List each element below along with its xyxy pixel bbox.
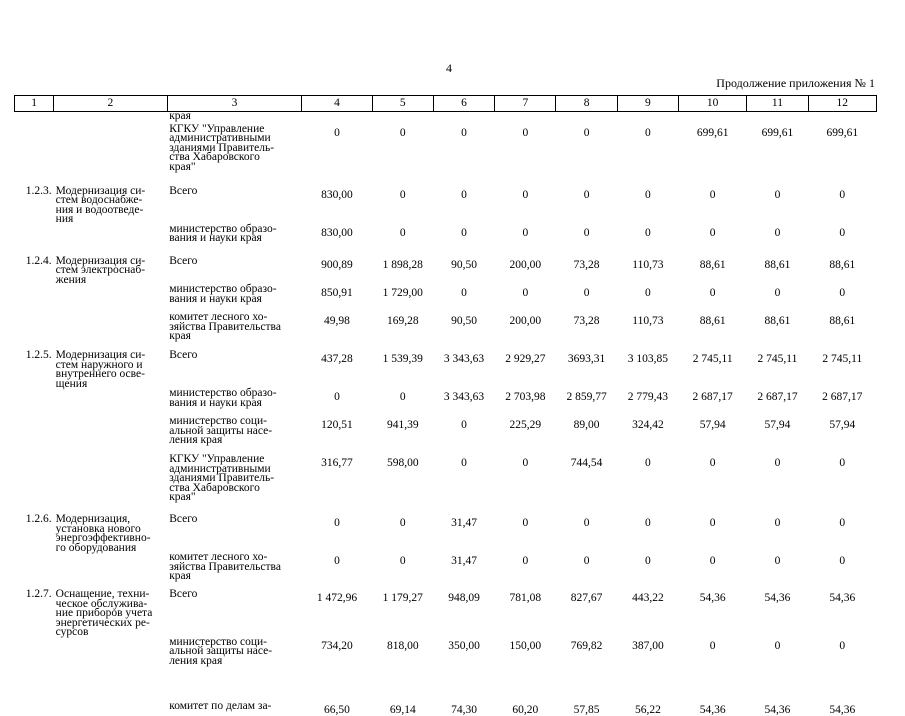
executor-name-line: комитет по делам за- — [169, 699, 272, 712]
value-cell: 827,67 — [570, 592, 603, 604]
value-cell: 31,47 — [451, 517, 477, 529]
measure-name — [54, 694, 168, 716]
value-cell — [495, 112, 556, 125]
table-row — [15, 455, 877, 515]
value-cell: 0 — [839, 188, 846, 201]
continuation-note: Продолжение приложения № 1 — [716, 76, 875, 90]
row-code: 1.2.3. — [25, 184, 52, 197]
executor-name-line: министерство соци- — [169, 415, 268, 427]
value-cell: 0 — [461, 188, 467, 201]
executor-name — [167, 417, 302, 455]
value-cell: 88,61 — [764, 258, 791, 271]
table-row — [15, 125, 877, 187]
executor-name-line: министерство образо- — [169, 222, 277, 235]
value-cell: 0 — [774, 517, 781, 529]
value-cell: 0 — [839, 555, 846, 567]
measure-name-line: стем наружного и — [55, 358, 143, 371]
executor-name-line: ления края — [169, 654, 223, 667]
value-cell: 2 745,11 — [757, 353, 798, 365]
value-cell: 941,39 — [386, 419, 419, 431]
value-cell: 0 — [399, 555, 406, 567]
value-cell: 89,00 — [573, 419, 600, 431]
measure-name — [54, 553, 168, 590]
measure-name-line: Модернизация, — [55, 513, 131, 525]
table-row — [15, 417, 877, 455]
value-cell: 699,61 — [826, 126, 859, 139]
value-cell: 0 — [645, 517, 651, 529]
value-cell: 54,36 — [764, 592, 791, 604]
value-cell: 324,42 — [632, 419, 664, 431]
executor-name-line: ства Хабаровского — [169, 151, 260, 163]
value-cell: 0 — [399, 188, 406, 201]
value-cell: 110,73 — [632, 315, 664, 327]
value-cell: 1 179,27 — [382, 592, 423, 604]
executor-name-line: вания и науки края — [169, 396, 262, 409]
executor-name-line: зданиями Правитель- — [169, 472, 275, 484]
row-code — [15, 285, 54, 313]
value-cell: 2 779,43 — [627, 391, 668, 403]
table-row — [15, 590, 877, 638]
value-cell: 88,61 — [829, 315, 856, 327]
value-cell: 0 — [839, 517, 846, 529]
executor-name-line: министерство образо- — [169, 283, 277, 295]
executor-name-line: министерство соци- — [169, 635, 268, 648]
value-cell: 2 687,17 — [757, 391, 798, 403]
row-code — [15, 553, 54, 590]
column-header: 6 — [433, 96, 494, 112]
value-cell: 0 — [461, 457, 467, 469]
value-cell: 830,00 — [321, 226, 353, 239]
value-cell: 2 859,77 — [566, 391, 607, 403]
value-cell: 3 343,63 — [443, 353, 485, 365]
value-cell: 49,98 — [324, 315, 350, 327]
value-cell: 0 — [839, 457, 846, 469]
value-cell: 0 — [399, 391, 406, 403]
value-cell: 150,00 — [509, 639, 542, 652]
value-cell: 0 — [645, 126, 651, 139]
value-cell: 200,00 — [509, 315, 542, 327]
value-cell: 0 — [522, 226, 529, 239]
value-cell — [556, 112, 617, 125]
value-cell: 225,29 — [509, 419, 542, 431]
column-header: 8 — [556, 96, 617, 112]
value-cell: 3 103,85 — [627, 353, 668, 365]
measure-name — [54, 313, 168, 351]
value-cell: 169,28 — [386, 315, 419, 327]
executor-name-line: вания и науки края — [169, 292, 262, 305]
value-cell: 699,61 — [696, 126, 729, 139]
executor-name-line: Всего — [169, 254, 198, 267]
value-cell: 2 703,98 — [505, 391, 546, 403]
value-cell: 0 — [522, 555, 529, 567]
table-row — [15, 225, 877, 257]
executor-name-line: края — [169, 570, 191, 582]
executor-name-line: зяйства Правительства — [169, 560, 281, 573]
value-cell: 200,00 — [509, 258, 542, 271]
row-code — [15, 125, 54, 187]
value-cell: 120,51 — [321, 419, 353, 431]
table-row — [15, 553, 877, 590]
value-cell: 699,61 — [761, 126, 794, 139]
executor-name — [167, 254, 302, 286]
value-cell: 0 — [645, 188, 651, 201]
value-cell: 110,73 — [632, 258, 664, 271]
executor-name — [167, 455, 302, 515]
appendix-table — [14, 95, 877, 716]
value-cell: 818,00 — [386, 639, 419, 652]
value-cell: 56,22 — [634, 703, 661, 716]
measure-name-line: го оборудования — [55, 541, 137, 554]
value-cell: 88,61 — [699, 315, 726, 327]
row-code — [15, 455, 54, 515]
value-cell: 0 — [583, 226, 590, 239]
executor-name — [167, 694, 302, 716]
value-cell: 2 929,27 — [505, 353, 546, 365]
measure-name-line: Модернизация си- — [55, 254, 146, 267]
value-cell: 0 — [583, 126, 590, 139]
value-cell: 850,91 — [321, 287, 353, 299]
measure-name-line: ние приборов учета — [55, 607, 153, 619]
value-cell: 0 — [399, 226, 406, 239]
table-row — [15, 515, 877, 553]
table-row — [15, 694, 877, 716]
value-cell: 0 — [461, 419, 467, 431]
value-cell: 0 — [334, 126, 340, 139]
executor-name — [167, 351, 302, 389]
measure-name-line: стем электроснаб- — [55, 264, 146, 276]
value-cell: 57,94 — [829, 419, 856, 431]
value-cell: 0 — [522, 188, 529, 201]
column-header: 4 — [302, 96, 372, 112]
executor-name — [167, 590, 302, 638]
row-code — [15, 112, 54, 125]
value-cell: 0 — [774, 188, 781, 201]
column-header: 7 — [495, 96, 556, 112]
row-code — [15, 694, 54, 716]
header-row — [15, 96, 877, 112]
value-cell: 0 — [709, 517, 716, 529]
value-cell: 90,50 — [451, 315, 477, 327]
executor-name-line: Всего — [169, 588, 198, 600]
table-row — [15, 112, 877, 125]
value-cell: 0 — [583, 517, 590, 529]
value-cell: 734,20 — [321, 639, 353, 652]
value-cell: 0 — [839, 639, 846, 652]
measure-name — [54, 590, 168, 638]
value-cell: 57,94 — [764, 419, 791, 431]
measure-name — [54, 515, 168, 553]
measure-name-line: ния — [55, 213, 74, 225]
value-cell: 0 — [709, 287, 716, 299]
table-row — [15, 389, 877, 417]
value-cell: 0 — [461, 226, 467, 239]
executor-name-line: комитет лесного хо- — [169, 311, 268, 323]
value-cell: 0 — [399, 126, 406, 139]
value-cell: 3 343,63 — [443, 391, 485, 403]
value-cell: 54,36 — [764, 703, 791, 716]
executor-name-line: зданиями Правитель- — [169, 141, 275, 154]
measure-name-line: щения — [55, 377, 88, 390]
column-header: 10 — [679, 96, 747, 112]
measure-name — [54, 417, 168, 455]
value-cell: 54,36 — [829, 703, 856, 716]
value-cell: 88,61 — [699, 258, 726, 271]
page-number: 4 — [446, 61, 452, 75]
executor-name-line: Всего — [169, 513, 198, 525]
value-cell: 2 687,17 — [822, 391, 863, 403]
value-cell: 0 — [709, 555, 716, 567]
value-cell: 0 — [709, 457, 716, 469]
executor-name — [167, 553, 302, 590]
measure-name — [54, 225, 168, 257]
value-cell: 60,20 — [512, 703, 539, 716]
value-cell: 0 — [522, 287, 529, 299]
value-cell — [747, 112, 808, 125]
value-cell: 1 898,28 — [382, 258, 423, 271]
value-cell: 387,00 — [632, 639, 664, 652]
value-cell: 90,50 — [451, 258, 477, 271]
value-cell: 0 — [774, 639, 781, 652]
executor-name-line: ства Хабаровского — [169, 481, 260, 494]
executor-name-line: министерство образо- — [169, 387, 277, 399]
column-header: 11 — [747, 96, 808, 112]
executor-name-line: ления края — [169, 434, 223, 446]
value-cell: 2 745,11 — [692, 353, 733, 365]
value-cell — [617, 112, 678, 125]
value-cell — [372, 112, 433, 125]
executor-name — [167, 122, 302, 187]
value-cell: 0 — [774, 226, 781, 239]
value-cell: 900,89 — [321, 258, 353, 271]
value-cell: 69,14 — [389, 703, 416, 716]
measure-name-line: установка нового — [55, 522, 141, 535]
value-cell: 0 — [839, 226, 846, 239]
executor-name — [167, 222, 302, 257]
value-cell: 31,47 — [451, 555, 477, 567]
column-header: 5 — [372, 96, 433, 112]
value-cell: 1 729,00 — [382, 287, 423, 299]
measure-name-line: ческое обслужива- — [55, 597, 148, 610]
value-cell: 54,36 — [829, 592, 856, 604]
value-cell: 0 — [583, 555, 590, 567]
table-row — [15, 257, 877, 286]
value-cell: 350,00 — [448, 639, 480, 652]
value-cell: 73,28 — [573, 315, 600, 327]
value-cell: 3693,31 — [567, 353, 606, 365]
row-code — [15, 638, 54, 694]
row-code: 1.2.5. — [25, 349, 52, 361]
column-header: 9 — [617, 96, 678, 112]
executor-name-line: административными — [169, 132, 271, 144]
value-cell: 54,36 — [699, 592, 726, 604]
executor-name — [167, 184, 302, 225]
value-cell — [679, 112, 747, 125]
measure-name-line: Модернизация си- — [55, 184, 146, 197]
executor-name-line: края" — [169, 160, 196, 173]
measure-name — [54, 455, 168, 515]
value-cell: 0 — [709, 639, 716, 652]
value-cell: 769,82 — [570, 639, 603, 652]
value-cell: 88,61 — [764, 315, 791, 327]
measure-name-line: энергоэффективно- — [55, 532, 151, 544]
measure-name-line: ния и водоотведе- — [55, 203, 144, 216]
value-cell — [808, 112, 876, 125]
value-cell: 316,77 — [321, 457, 353, 469]
value-cell: 0 — [461, 126, 467, 139]
executor-name-line: края — [169, 330, 191, 342]
value-cell: 2 745,11 — [822, 353, 863, 365]
executor-name-line: Всего — [169, 349, 198, 361]
measure-name-line: Модернизация си- — [55, 349, 146, 361]
executor-name-line: альной защиты насе- — [169, 645, 273, 657]
row-code: 1.2.7. — [25, 588, 52, 600]
executor-name — [167, 389, 302, 417]
value-cell: 744,54 — [570, 457, 603, 469]
value-cell: 0 — [774, 555, 781, 567]
measure-name — [54, 125, 168, 187]
value-cell: 0 — [522, 457, 529, 469]
executor-name — [167, 313, 302, 351]
value-cell: 0 — [583, 188, 590, 201]
table-row — [15, 351, 877, 389]
row-code — [15, 417, 54, 455]
value-cell: 0 — [645, 287, 651, 299]
executor-name — [167, 635, 302, 694]
value-cell: 0 — [583, 287, 590, 299]
measure-name — [54, 351, 168, 389]
table-row — [15, 285, 877, 313]
value-cell: 948,09 — [448, 592, 480, 604]
measure-name — [54, 638, 168, 694]
value-cell: 0 — [839, 287, 846, 299]
value-cell: 0 — [334, 391, 340, 403]
value-cell: 0 — [709, 226, 716, 239]
row-code: 1.2.4. — [25, 254, 52, 267]
value-cell: 0 — [399, 517, 406, 529]
value-cell: 57,85 — [573, 703, 600, 716]
measure-name-line: сурсов — [55, 626, 89, 638]
table-row — [15, 187, 877, 225]
value-cell: 1 539,39 — [382, 353, 423, 365]
row-code — [15, 389, 54, 417]
measure-name — [54, 254, 168, 286]
value-cell: 54,36 — [699, 703, 726, 716]
value-cell — [302, 112, 372, 125]
executor-name-line: вания и науки края — [169, 232, 262, 244]
value-cell: 0 — [334, 517, 340, 529]
value-cell: 781,08 — [509, 592, 542, 604]
value-cell: 74,30 — [451, 703, 477, 716]
value-cell: 598,00 — [386, 457, 419, 469]
measure-name-line: энергетических ре- — [55, 616, 150, 629]
value-cell — [433, 112, 494, 125]
value-cell: 0 — [774, 287, 781, 299]
value-cell: 0 — [774, 457, 781, 469]
measure-name — [54, 389, 168, 417]
measure-name — [54, 184, 168, 225]
row-code — [15, 225, 54, 257]
executor-name-line: комитет лесного хо- — [169, 551, 268, 563]
executor-name — [167, 285, 302, 313]
column-header: 3 — [167, 96, 302, 112]
value-cell: 2 687,17 — [692, 391, 733, 403]
executor-name-line: края — [169, 110, 191, 122]
measure-name — [54, 112, 168, 125]
value-cell: 0 — [709, 188, 716, 201]
executor-name-line: Всего — [169, 184, 198, 197]
value-cell: 57,94 — [699, 419, 726, 431]
value-cell: 1 472,96 — [316, 592, 358, 604]
measure-name-line: жения — [55, 273, 87, 286]
value-cell: 0 — [645, 226, 651, 239]
value-cell: 0 — [461, 287, 467, 299]
value-cell: 830,00 — [321, 188, 353, 201]
measure-name-line: внутреннего осве- — [55, 368, 145, 380]
table-row — [15, 313, 877, 351]
executor-name-line: края" — [169, 491, 196, 503]
column-header: 2 — [54, 96, 168, 112]
executor-name-line: альной защиты насе- — [169, 424, 273, 437]
row-code: 1.2.6. — [25, 513, 52, 525]
executor-name-line: КГКУ "Управление — [169, 453, 265, 465]
value-cell: 0 — [522, 517, 529, 529]
column-header: 12 — [808, 96, 876, 112]
row-code — [15, 313, 54, 351]
executor-name-line: административными — [169, 462, 271, 475]
value-cell: 0 — [522, 126, 529, 139]
value-cell: 0 — [645, 457, 651, 469]
value-cell: 88,61 — [829, 258, 856, 271]
value-cell: 0 — [645, 555, 651, 567]
executor-name — [167, 515, 302, 553]
value-cell: 0 — [334, 555, 340, 567]
executor-name-line: зяйства Правительства — [169, 320, 281, 333]
measure-name — [54, 285, 168, 313]
value-cell: 437,28 — [321, 353, 353, 365]
column-header: 1 — [15, 96, 54, 112]
value-cell: 66,50 — [324, 703, 350, 716]
measure-name-line: стем водоснабже- — [55, 194, 143, 206]
executor-name-line: КГКУ "Управление — [169, 122, 265, 135]
measure-name-line: Оснащение, техни- — [55, 588, 150, 600]
value-cell: 73,28 — [573, 258, 600, 271]
value-cell: 443,22 — [632, 592, 664, 604]
table-row — [15, 638, 877, 694]
